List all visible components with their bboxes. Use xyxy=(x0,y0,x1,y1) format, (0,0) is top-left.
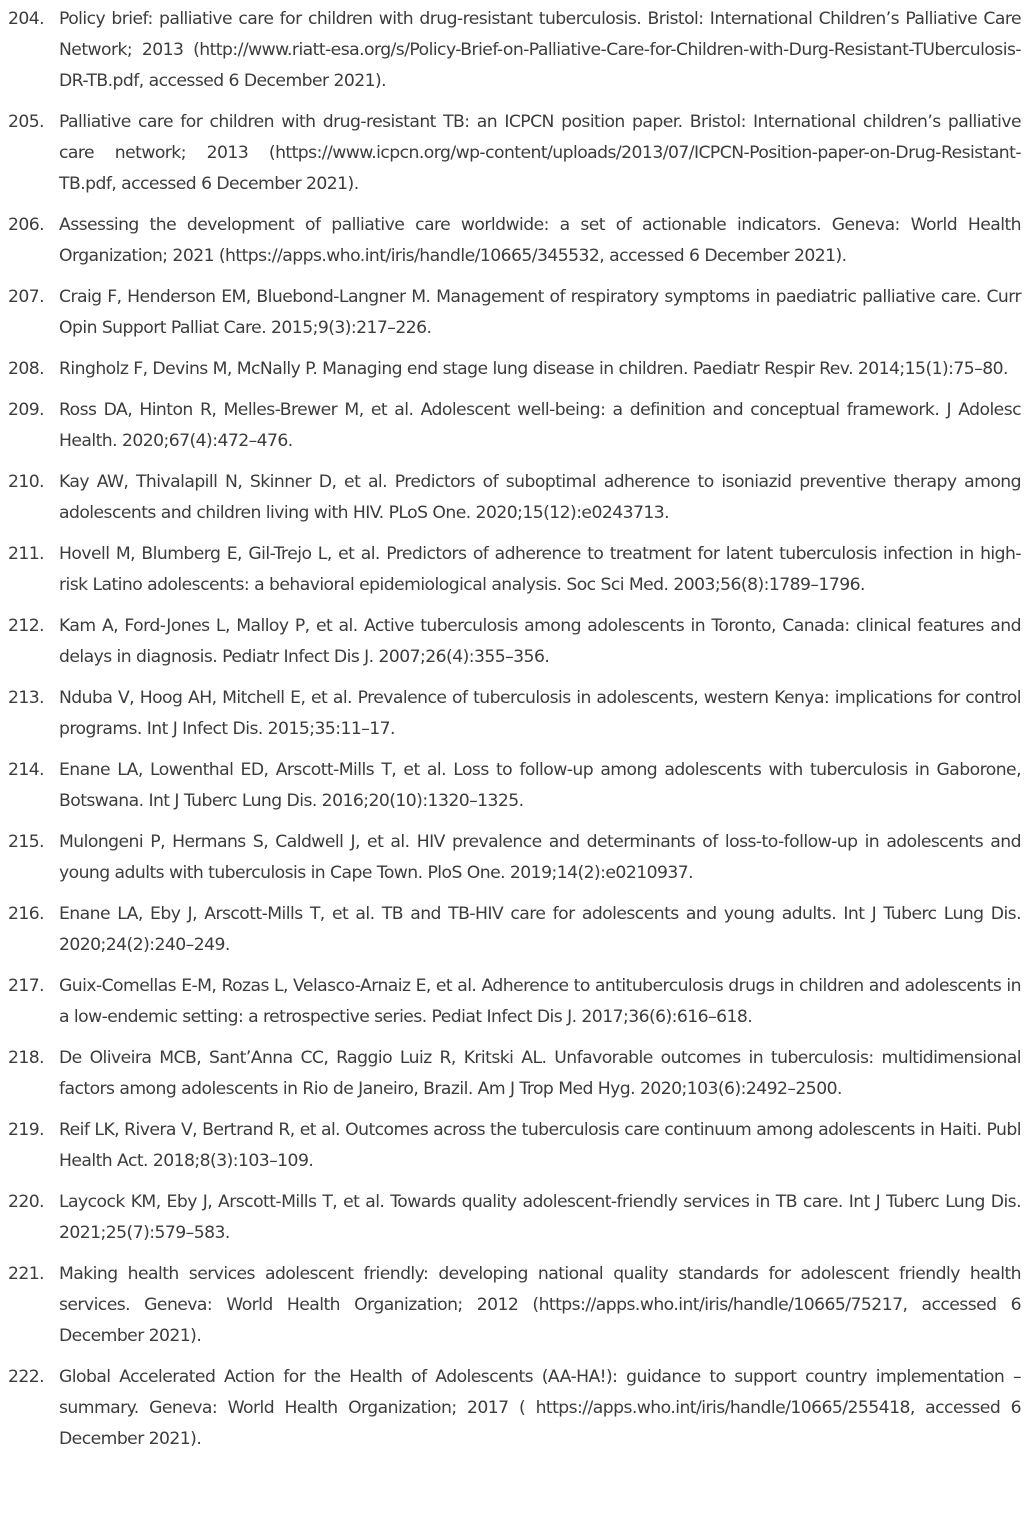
reference-item xyxy=(8,683,1021,745)
reference-number: 213. xyxy=(8,688,45,708)
reference-item xyxy=(8,1362,1021,1455)
reference-text: Policy brief: palliative care for children with drug-resistant tuberculosis. Bristol: International Children’s Palliative Care Network; 2013 (http://www.riatt-esa.org/s/Policy-Brief-on-Palliative-Care-for-Children-with-Durg-Resistant-TUberculosis-DR-TB.pdf, accessed 6 December 2021). xyxy=(59,9,1021,91)
reference-item xyxy=(8,1115,1021,1177)
reference-number: 210. xyxy=(8,472,45,492)
reference-item xyxy=(8,755,1021,817)
reference-item xyxy=(8,971,1021,1033)
reference-item xyxy=(8,1187,1021,1249)
reference-text: Nduba V, Hoog AH, Mitchell E, et al. Prevalence of tuberculosis in adolescents, western Kenya: implications for control programs. Int J Infect Dis. 2015;35:11–17. xyxy=(59,688,1021,739)
reference-number: 216. xyxy=(8,904,45,924)
reference-number: 222. xyxy=(8,1367,45,1387)
reference-item xyxy=(8,611,1021,673)
reference-item xyxy=(8,395,1021,457)
reference-number: 221. xyxy=(8,1264,45,1284)
reference-number: 219. xyxy=(8,1120,45,1140)
reference-text: Guix-Comellas E-M, Rozas L, Velasco-Arnaiz E, et al. Adherence to antituberculosis drugs in children and adolescents in a low-endemic setting: a retrospective series. Pediat Infect Dis J. 2017;36(6):616–618. xyxy=(59,976,1021,1027)
reference-text: Enane LA, Lowenthal ED, Arscott-Mills T, et al. Loss to follow-up among adolescents with tuberculosis in Gaborone, Botswana. Int J Tuberc Lung Dis. 2016;20(10):1320–1325. xyxy=(59,760,1021,811)
reference-item xyxy=(8,210,1021,272)
reference-text: Assessing the development of palliative care worldwide: a set of actionable indicators. Geneva: World Health Organization; 2021 (https://apps.who.int/iris/handle/10665/345532, accessed 6 December 2021). xyxy=(59,215,1021,266)
reference-text: De Oliveira MCB, Sant’Anna CC, Raggio Luiz R, Kritski AL. Unfavorable outcomes in tuberculosis: multidimensional factors among adolescents in Rio de Janeiro, Brazil. Am J Trop Med Hyg. 2020;103(6):2492–2500. xyxy=(59,1048,1021,1099)
reference-text: Kay AW, Thivalapill N, Skinner D, et al. Predictors of suboptimal adherence to isoniazid preventive therapy among adolescents and children living with HIV. PLoS One. 2020;15(12):e0243713. xyxy=(59,472,1021,523)
reference-item xyxy=(8,107,1021,200)
reference-number: 209. xyxy=(8,400,45,420)
reference-number: 212. xyxy=(8,616,45,636)
reference-item xyxy=(8,282,1021,344)
reference-number: 208. xyxy=(8,359,45,379)
reference-item xyxy=(8,899,1021,961)
reference-number: 211. xyxy=(8,544,45,564)
reference-text: Kam A, Ford-Jones L, Malloy P, et al. Active tuberculosis among adolescents in Toronto, Canada: clinical features and delays in diagnosis. Pediatr Infect Dis J. 2007;26(4):355–356. xyxy=(59,616,1021,667)
reference-text: Making health services adolescent friendly: developing national quality standards for adolescent friendly health services. Geneva: World Health Organization; 2012 (https://apps.who.int/iris/handle/10665/75217, accessed 6 December 2021). xyxy=(59,1264,1021,1346)
reference-number: 204. xyxy=(8,9,45,29)
reference-text: Ringholz F, Devins M, McNally P. Managing end stage lung disease in children. Paediatr Respir Rev. 2014;15(1):75–80. xyxy=(59,359,1008,379)
reference-text: Global Accelerated Action for the Health of Adolescents (AA-HA!): guidance to support country implementation – summary. Geneva: World Health Organization; 2017 ( https://apps.who.int/iris/handle/10665/255418, accessed 6 December 2021). xyxy=(59,1367,1021,1449)
reference-number: 218. xyxy=(8,1048,45,1068)
reference-text: Ross DA, Hinton R, Melles-Brewer M, et al. Adolescent well-being: a definition and conceptual framework. J Adolesc Health. 2020;67(4):472–476. xyxy=(59,400,1021,451)
reference-number: 217. xyxy=(8,976,45,996)
reference-item xyxy=(8,827,1021,889)
reference-text: Laycock KM, Eby J, Arscott-Mills T, et al. Towards quality adolescent-friendly services in TB care. Int J Tuberc Lung Dis. 2021;25(7):579–583. xyxy=(59,1192,1021,1243)
reference-number: 214. xyxy=(8,760,45,780)
reference-text: Mulongeni P, Hermans S, Caldwell J, et al. HIV prevalence and determinants of loss-to-follow-up in adolescents and young adults with tuberculosis in Cape Town. PloS One. 2019;14(2):e0210937. xyxy=(59,832,1021,883)
reference-number: 206. xyxy=(8,215,45,235)
reference-number: 220. xyxy=(8,1192,45,1212)
reference-item xyxy=(8,467,1021,529)
reference-number: 215. xyxy=(8,832,45,852)
reference-item xyxy=(8,354,1021,385)
reference-list xyxy=(8,4,1021,1455)
reference-number: 205. xyxy=(8,112,45,132)
reference-number: 207. xyxy=(8,287,45,307)
reference-text: Reif LK, Rivera V, Bertrand R, et al. Outcomes across the tuberculosis care continuum among adolescents in Haiti. Publ Health Act. 2018;8(3):103–109. xyxy=(59,1120,1021,1171)
reference-item xyxy=(8,4,1021,97)
reference-item xyxy=(8,1043,1021,1105)
reference-text: Craig F, Henderson EM, Bluebond-Langner M. Management of respiratory symptoms in paediatric palliative care. Curr Opin Support Palliat Care. 2015;9(3):217–226. xyxy=(59,287,1021,338)
reference-text: Palliative care for children with drug-resistant TB: an ICPCN position paper. Bristol: International children’s palliative care network; 2013 (https://www.icpcn.org/wp-content/uploads/2013/07/ICPCN-Position-paper-on-Drug-Resistant-TB.pdf, accessed 6 December 2021). xyxy=(59,112,1021,194)
reference-text: Hovell M, Blumberg E, Gil-Trejo L, et al. Predictors of adherence to treatment for latent tuberculosis infection in high-risk Latino adolescents: a behavioral epidemiological analysis. Soc Sci Med. 2003;56(8):1789–1796. xyxy=(59,544,1021,595)
reference-text: Enane LA, Eby J, Arscott-Mills T, et al. TB and TB-HIV care for adolescents and young adults. Int J Tuberc Lung Dis. 2020;24(2):240–249. xyxy=(59,904,1021,955)
reference-item xyxy=(8,539,1021,601)
reference-item xyxy=(8,1259,1021,1352)
